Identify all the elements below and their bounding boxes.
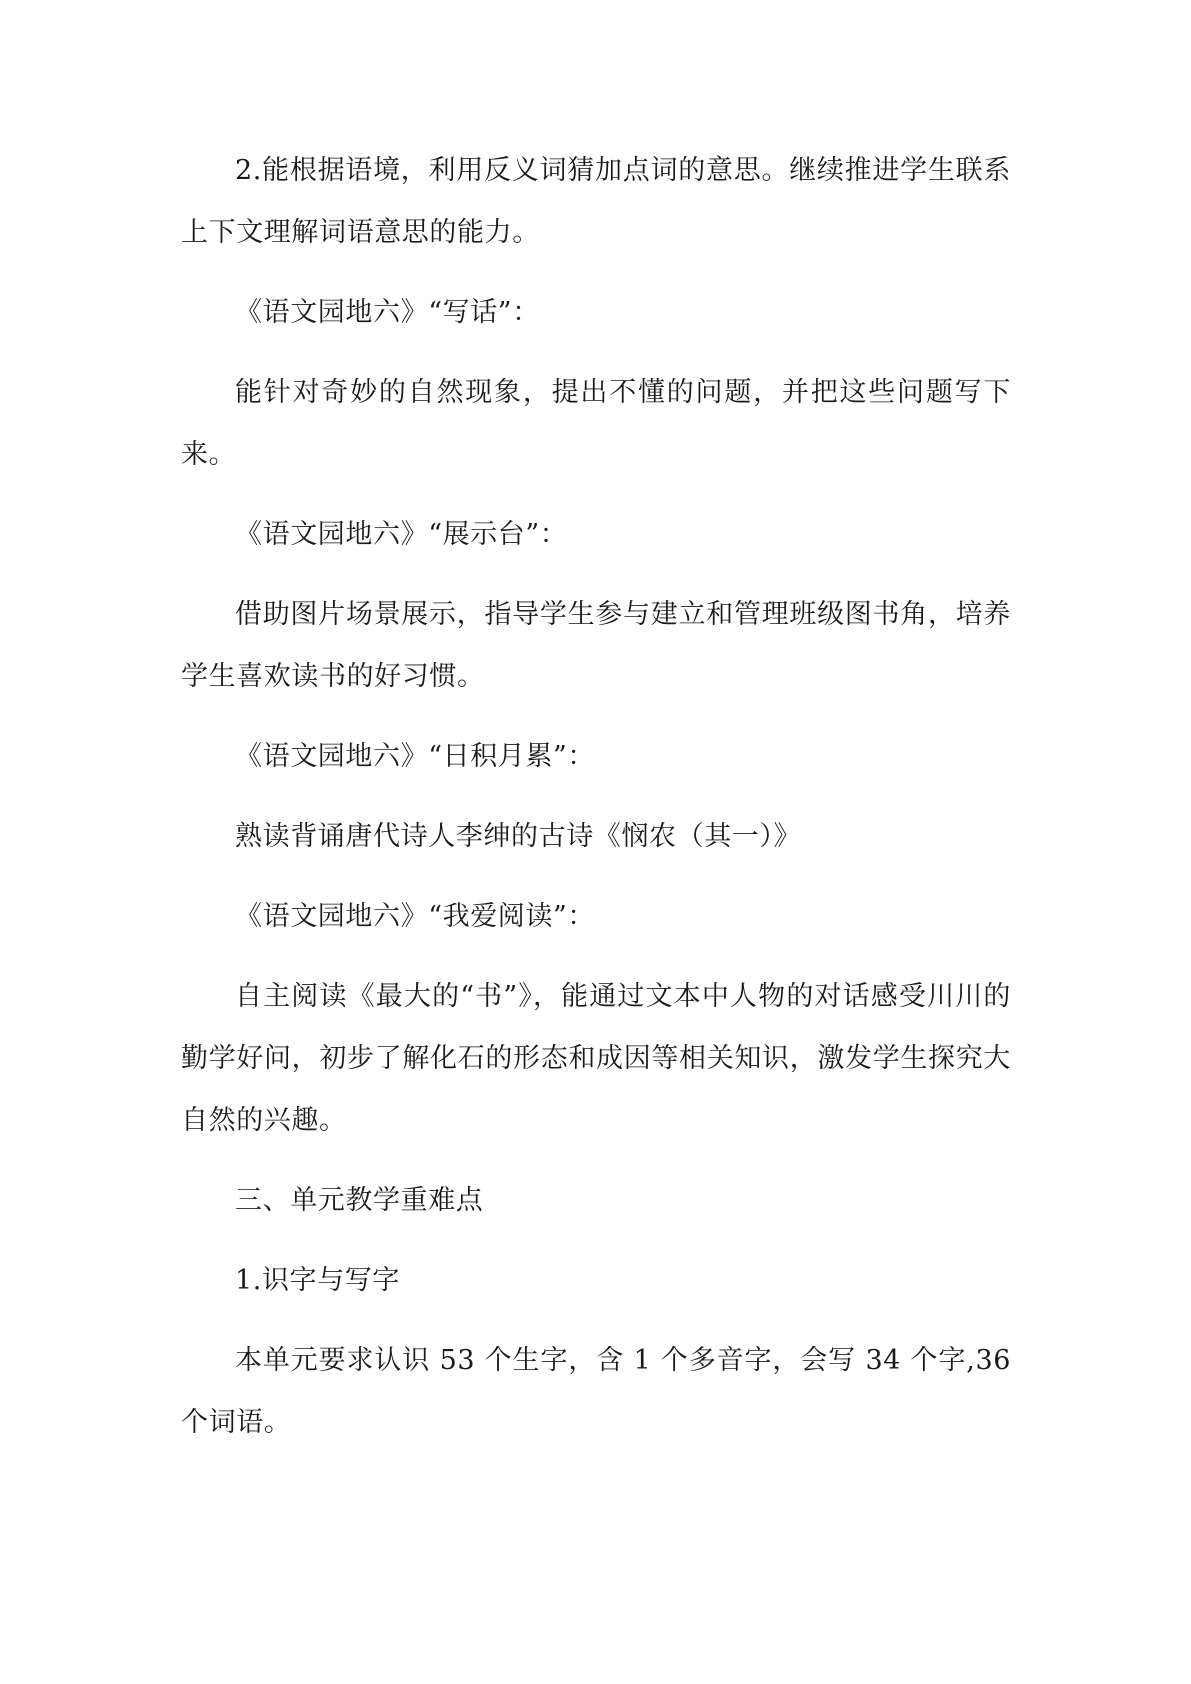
heading-xiehua: 《语文园地六》“写话”：: [235, 297, 540, 328]
heading-rijiyuelei: 《语文园地六》“日积月累”：: [235, 741, 596, 772]
document-body: [181, 140, 1011, 1472]
subheading-literacy: 1.识字与写字: [235, 1265, 400, 1296]
heading-zhanshitai: 《语文园地六》“展示台”：: [235, 519, 568, 550]
objective-paragraph-2: 2.能根据语境，利用反义词猜加点词的意思。继续推进学生联系上下文理解词语意思的能力。: [181, 155, 1011, 248]
heading-woaiyuedu: 《语文园地六》“我爱阅读”：: [235, 901, 596, 932]
woaiyuedu-paragraph: 自主阅读《最大的“书”》，能通过文本中人物的对话感受川川的勤学好问，初步了解化石的形态和成因等相关知识，激发学生探究大自然的兴趣。: [181, 981, 1011, 1136]
rijiyuelei-paragraph: 熟读背诵唐代诗人李绅的古诗《悯农（其一）》: [235, 821, 802, 852]
xiehua-paragraph: 能针对奇妙的自然现象，提出不懂的问题，并把这些问题写下来。: [181, 377, 1011, 470]
section-heading-key-points: 三、单元教学重难点: [235, 1185, 484, 1216]
zhanshitai-paragraph: 借助图片场景展示，指导学生参与建立和管理班级图书角，培养学生喜欢读书的好习惯。: [181, 599, 1011, 692]
literacy-paragraph: 本单元要求认识 53 个生字，含 1 个多音字，会写 34 个字,36个词语。: [181, 1345, 1011, 1438]
